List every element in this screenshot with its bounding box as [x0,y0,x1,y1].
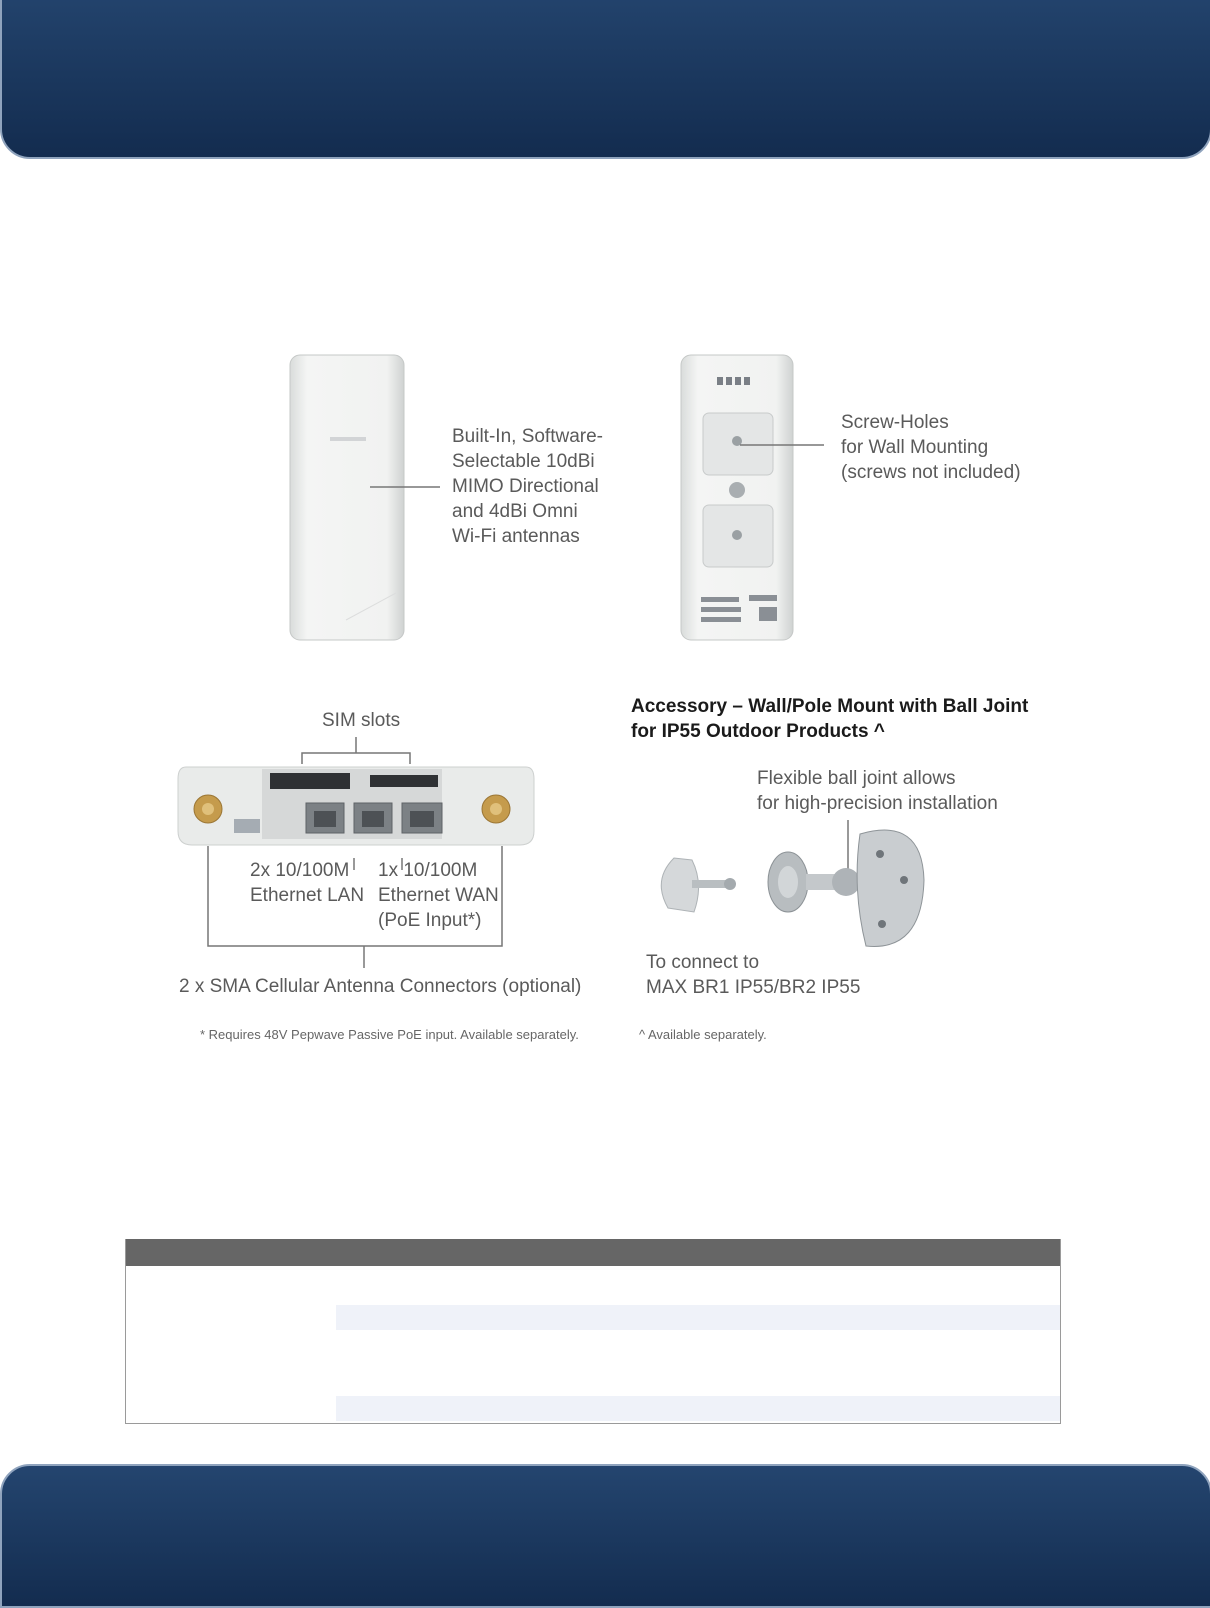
sim-slots-label: SIM slots [322,710,401,731]
front-callout-line-1: Built-In, Software- [452,426,603,447]
spec-table-row [336,1305,1060,1330]
device-front-image [288,355,408,645]
front-callout-line-2: Selectable 10dBi [452,451,595,472]
accessory-title-line-2: for IP55 Outdoor Products ^ [631,721,885,742]
back-callout-line-2: for Wall Mounting [841,437,989,458]
connect-to-label [646,950,860,1000]
ball-joint-mount-image [646,820,936,960]
front-callout-line-4: and 4dBi Omni [452,501,578,522]
wan-label-line-3: (PoE Input*) [378,910,482,931]
lan-label-line-2: Ethernet LAN [250,885,365,906]
lan-label-line-1: 2x 10/100M [250,860,350,881]
sim-bracket [300,735,412,765]
wan-label-line-2: Ethernet WAN [378,885,499,906]
spec-table-row [336,1396,1060,1421]
back-callout-line-3: (screws not included) [841,462,1021,483]
header-banner [0,0,1210,159]
front-callout-line-3: MIMO Directional [452,476,599,497]
front-antenna-callout [452,424,603,549]
device-back-image [679,355,799,645]
lan-ports-label [250,858,364,908]
footer-banner [0,1464,1210,1608]
ball-joint-line-2: for high-precision installation [757,793,998,814]
back-callout-line [740,442,824,448]
poe-footnote: * Requires 48V Pepwave Passive PoE input. Available separately. [200,1027,579,1042]
front-callout-line-5: Wi-Fi antennas [452,526,580,547]
ball-joint-label [757,766,998,816]
wan-port-label [378,858,499,933]
spec-table-header [126,1239,1060,1266]
accessory-title [631,694,1028,744]
connect-to-line-2: MAX BR1 IP55/BR2 IP55 [646,977,861,998]
wan-label-line-1: 1x 10/100M [378,860,478,881]
front-callout-line [370,484,440,490]
back-callout-line-1: Screw-Holes [841,412,949,433]
sma-connectors-label: 2 x SMA Cellular Antenna Connectors (optional) [179,976,582,997]
back-screwhole-callout [841,410,1021,485]
accessory-footnote: ^ Available separately. [639,1027,767,1042]
spec-table [125,1239,1061,1424]
ball-joint-line-1: Flexible ball joint allows [757,768,956,789]
accessory-title-line-1: Accessory – Wall/Pole Mount with Ball Joint [631,696,1029,717]
connect-to-line-1: To connect to [646,952,760,973]
